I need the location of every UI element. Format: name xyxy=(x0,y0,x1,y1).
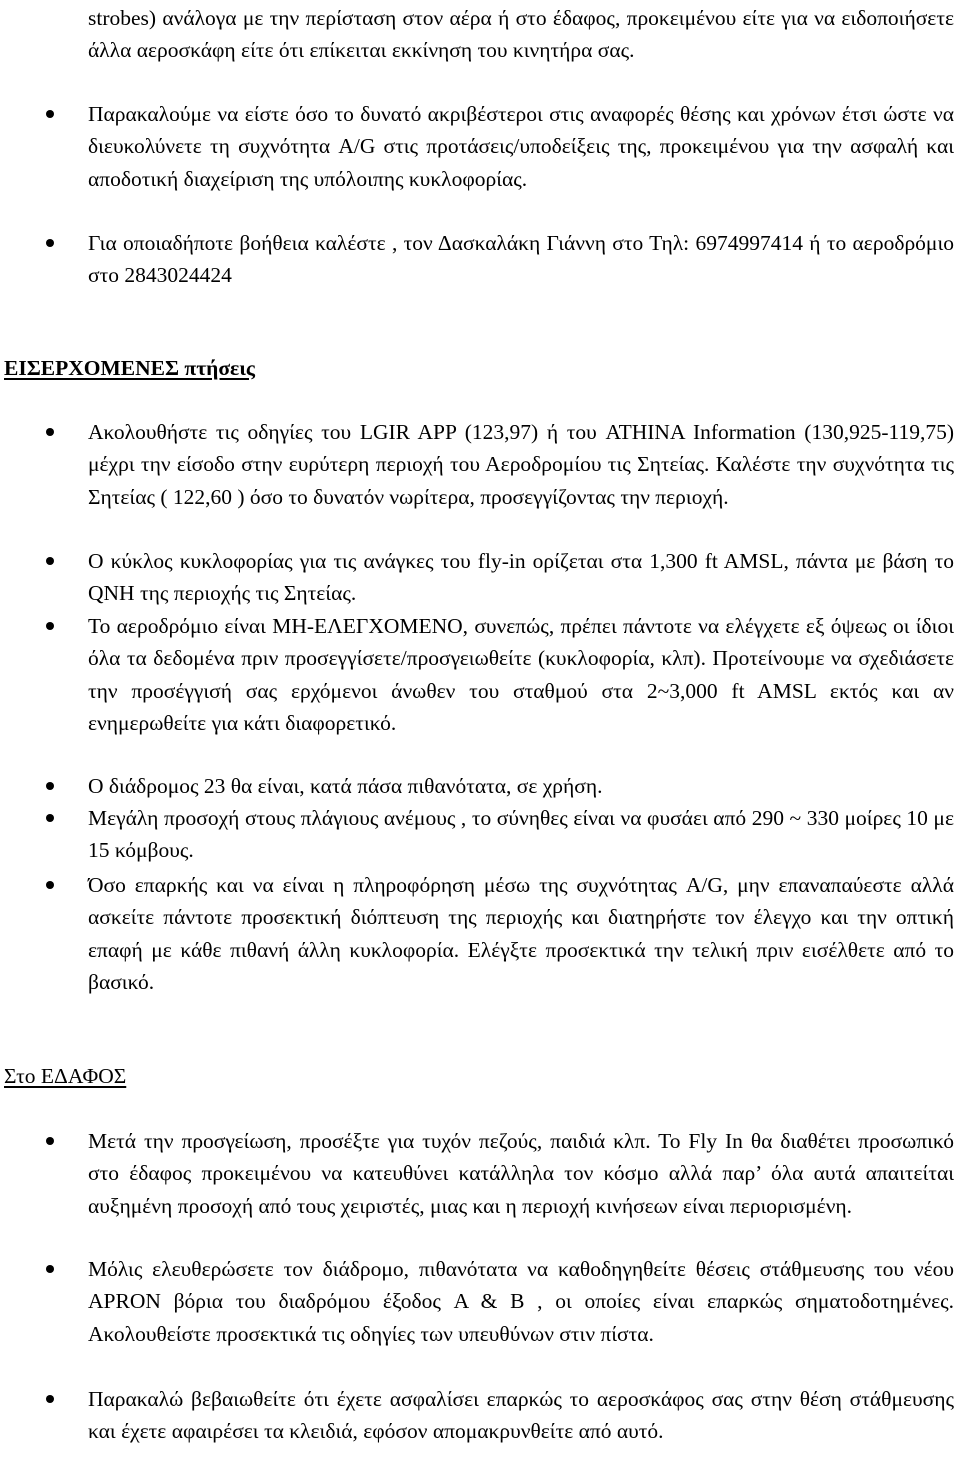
intro-bullet-position-reports: Παρακαλούμε να είστε όσο το δυνατό ακριβέστεροι στις αναφορές θέσης και χρόνων έτσι ώστε να διευκολύνετε τη συχνότητα A/G στις προτάσεις/υποδείξεις της, προκειμένου για την ασφαλή και αποδοτική διαχείριση της υπόλοιπης κυκλοφορίας. xyxy=(88,98,954,195)
ground-bullet-secure-aircraft: Παρακαλώ βεβαιωθείτε ότι έχετε ασφαλίσει επαρκώς το αεροσκάφος σας στην θέση στάθμευσης και έχετε αφαιρέσει τα κλειδιά, εφόσον απομακρυνθείτε από αυτό. xyxy=(88,1383,954,1448)
ground-bullet-pedestrians: Μετά την προσγείωση, προσέξτε για τυχόν πεζούς, παιδιά κλπ. Το Fly In θα διαθέτει προσωπικό στο έδαφος προκειμένου να κατευθύνει κατάλληλα τον κόσμο αλλά παρ’ όλα αυτά απαιτείται αυξημένη προσοχή από τους χειριστές, μιας και η περιοχή κινήσεων είναι περιορισμένη. xyxy=(88,1125,954,1222)
incoming-bullet-runway: Ο διάδρομος 23 θα είναι, κατά πάσα πιθανότατα, σε χρήση. xyxy=(88,770,954,802)
incoming-bullet-traffic-circuit: Ο κύκλος κυκλοφορίας για τις ανάγκες του fly-in ορίζεται στα 1,300 ft AMSL, πάντα με βάση το QNH της περιοχής τις Σητείας. xyxy=(88,545,954,610)
ground-bullet-parking: Μόλις ελευθερώσετε τον διάδρομο, πιθανότατα να καθοδηγηθείτε θέσεις στάθμευσης του νέου APRON βόρια του διαδρόμου έξοδος A & B , οι οποίες είναι επαρκώς σηματοδοτημένες. Ακολουθείστε προσεκτικά τις οδηγίες των υπευθύνων στιν πίστα. xyxy=(88,1253,954,1350)
intro-continuation: strobes) ανάλογα με την περίσταση στον αέρα ή στο έδαφος, προκειμένου είτε για να ειδοποιήσετε άλλα αεροσκάφη είτε ότι επίκειται εκκίνηση του κινητήρα σας. xyxy=(88,6,954,62)
incoming-bullet-uncontrolled-airport: Το αεροδρόμιο είναι ΜΗ-ΕΛΕΓΧΟΜΕΝΟ, συνεπώς, πρέπει πάντοτε να ελέγχετε εξ όψεως οι ίδιοι όλα τα δεδομένα πριν προσεγγίσετε/προσγειωθείτε (κυκλοφορία, κλπ). Προτείνουμε να σχεδιάσετε την προσέγγισή σας ερχόμενοι άνωθεν του σταθμού στα 2~3,000 ft AMSL εκτός και αν ενημερωθείτε για κάτι διαφορετικό. xyxy=(88,610,954,739)
incoming-bullet-crosswinds: Μεγάλη προσοχή στους πλάγιους ανέμους , το σύνηθες είναι να φυσάει από 290 ~ 330 μοίρες 10 με 15 κόμβους. xyxy=(88,802,954,867)
incoming-bullet-app-instructions: Ακολουθήστε τις οδηγίες του LGIR APP (123,97) ή του ATHINA Information (130,925-119,75) μέχρι την είσοδο στην ευρύτερη περιοχή του Αεροδρομίου τις Σητείας. Καλέστε την συχνότητα τις Σητείας ( 122,60 ) όσο το δυνατόν νωρίτερα, προσεγγίζοντας την περιοχή. xyxy=(88,416,954,513)
incoming-flights-heading: ΕΙΣΕΡΧΟΜΕΝΕΣ πτήσεις xyxy=(4,356,255,380)
ground-heading: Στο ΕΔΑΦΟΣ xyxy=(4,1064,127,1088)
incoming-bullet-lookout: Όσο επαρκής και να είναι η πληροφόρηση μέσω της συχνότητας A/G, μην επαναπαύεστε αλλά ασκείτε πάντοτε προσεκτική διόπτευση της περιοχής και διατηρήστε τον έλεγχο και την οπτική επαφή με κάθε πιθανή άλλη κυκλοφορία. Ελέγξτε προσεκτικά την τελική πριν εισέλθετε από το βασικό. xyxy=(88,869,954,998)
intro-bullet-contact-help: Για οποιαδήποτε βοήθεια καλέστε , τον Δασκαλάκη Γιάννη στο Τηλ: 6974997414 ή το αεροδρόμιο στο 2843024424 xyxy=(88,227,954,292)
